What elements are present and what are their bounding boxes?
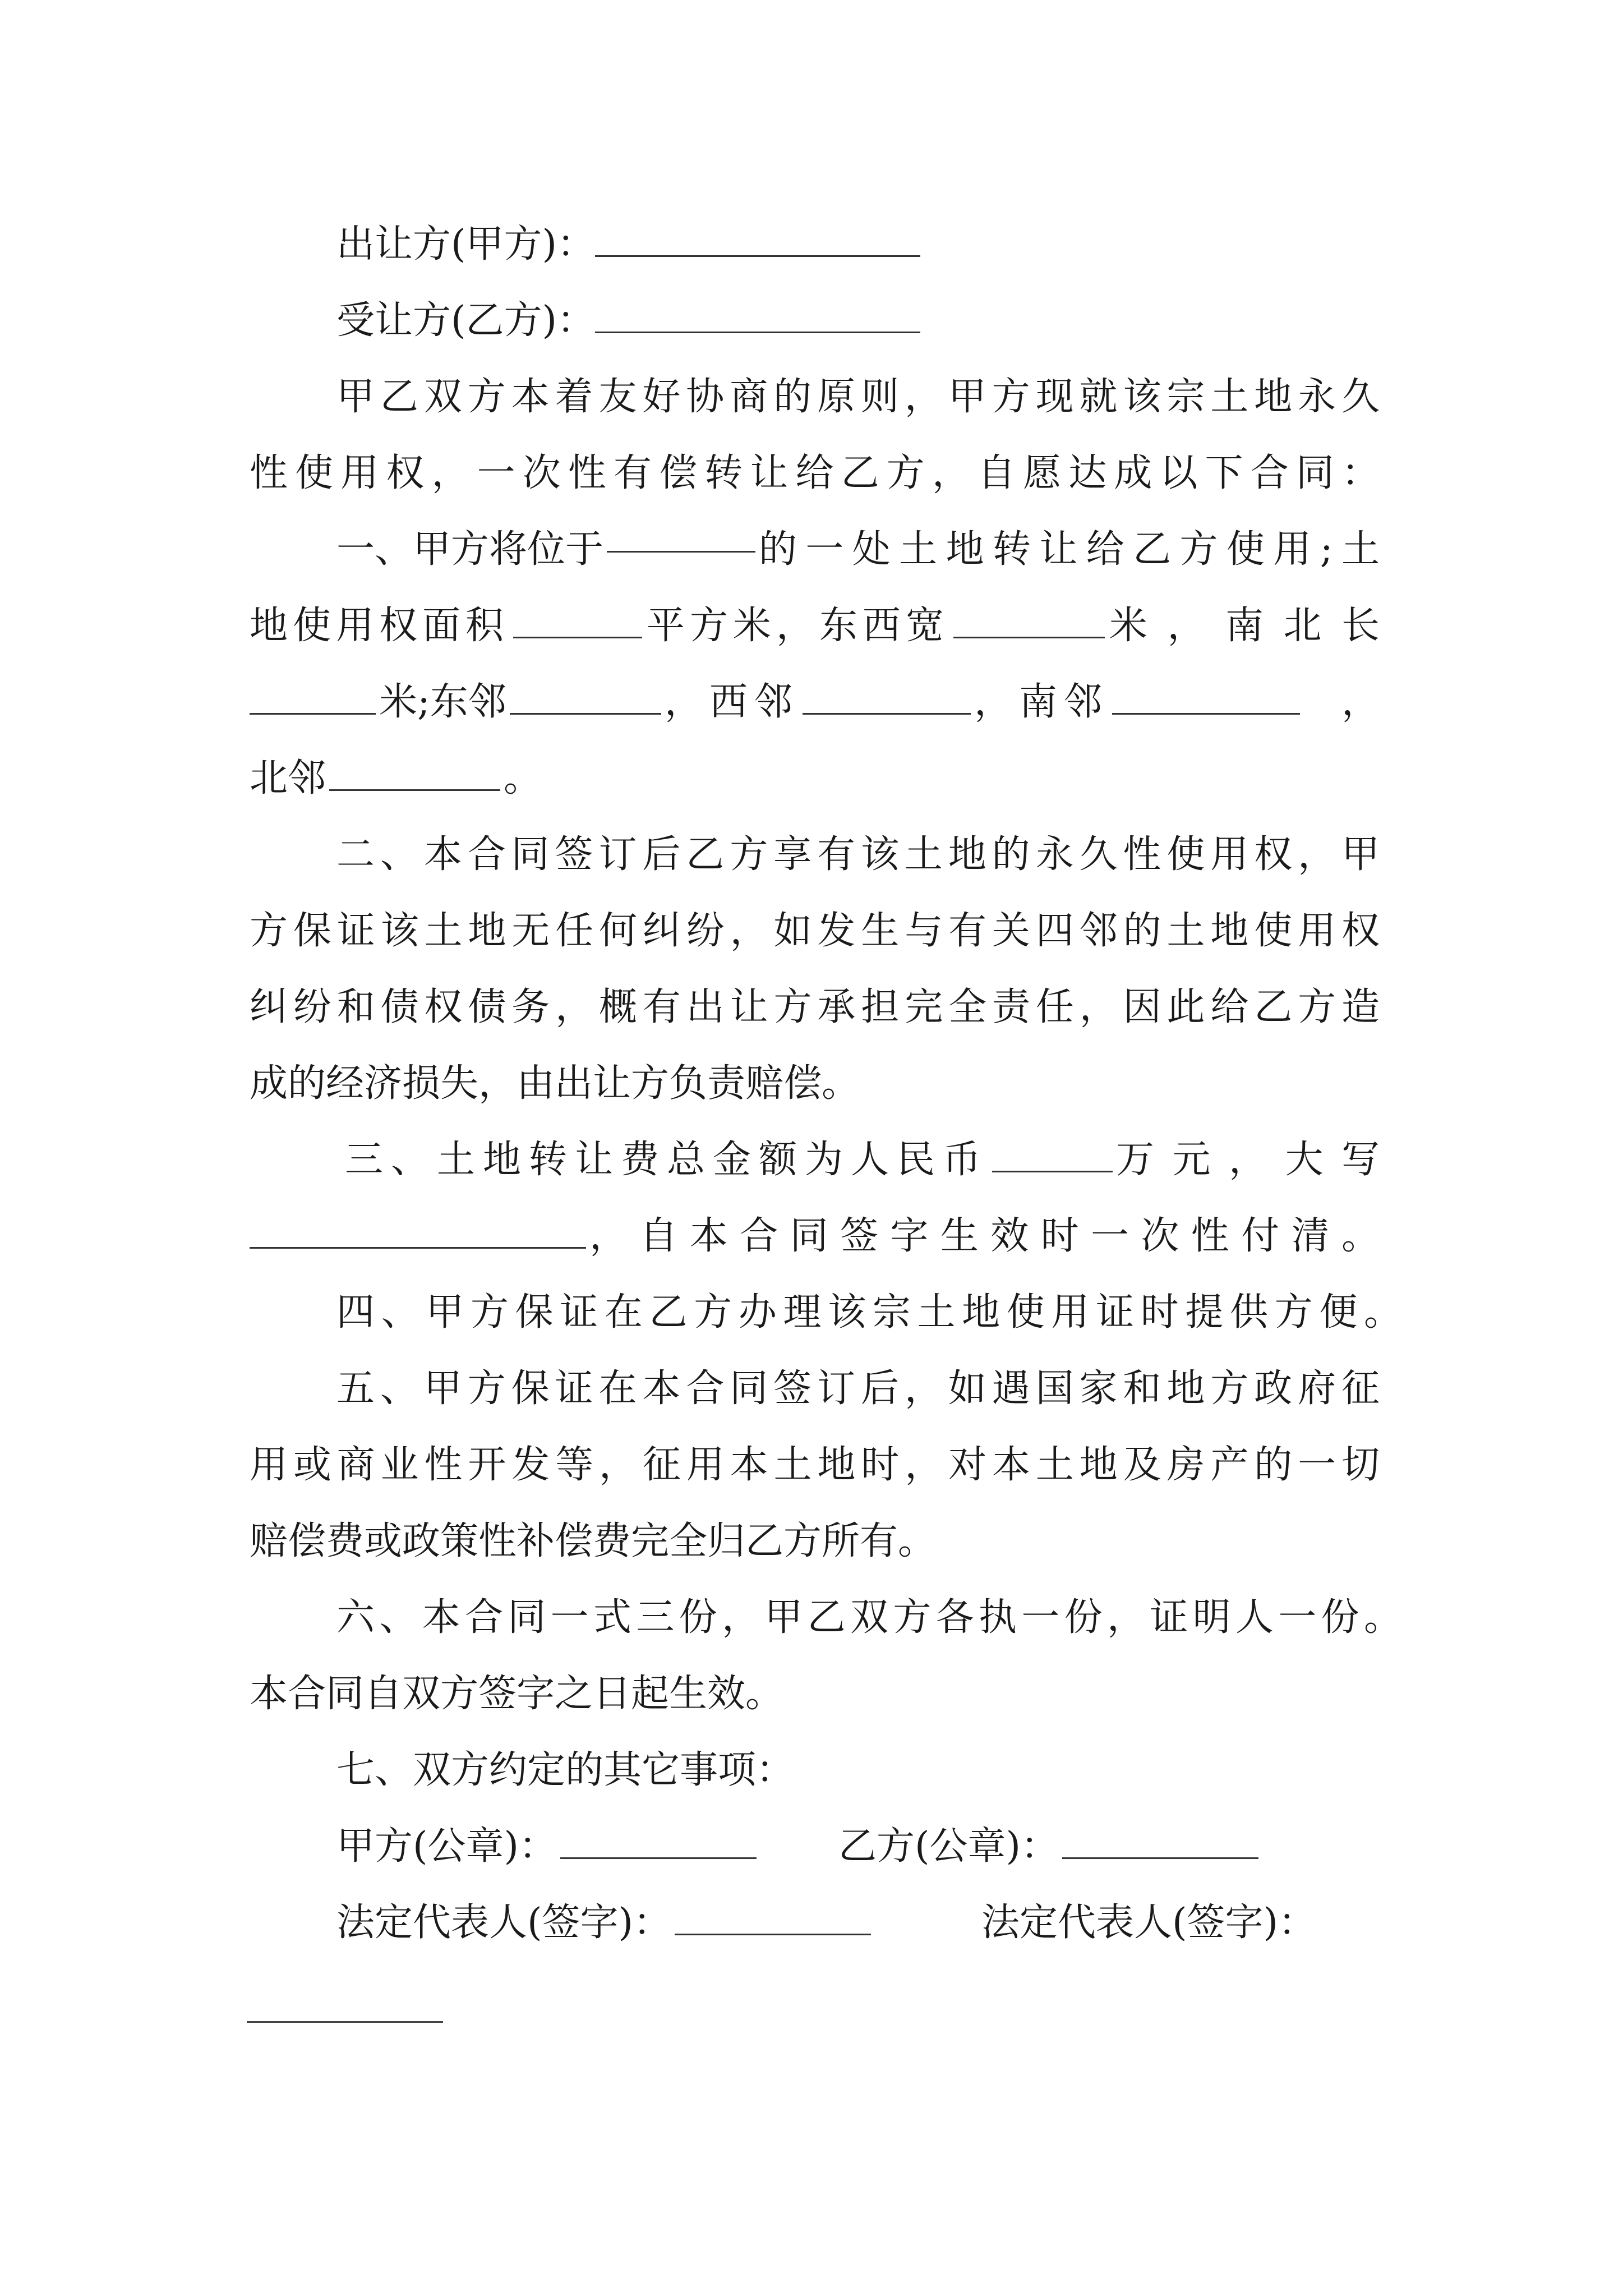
clause2-line-4: 成的经济损失，由出让方负责赔偿。 <box>250 1061 860 1106</box>
clause1-text-i: ， <box>1341 680 1380 724</box>
clause1-text-k: 。 <box>504 756 542 800</box>
rep-b-label: 法定代表人(签字)： <box>981 1901 1317 1945</box>
clause1-line-1 <box>336 516 1380 583</box>
clause4-line-1: 四、甲方保证在乙方办理该宗土地使用证时提供方便。 <box>336 1290 1402 1335</box>
party-a-seal-blank <box>560 1823 757 1859</box>
intro-line-2: 性使用权，一次性有偿转让给乙方，自愿达成以下合同： <box>250 451 1380 495</box>
clause6-line-1: 六、本合同一式三份，甲乙双方各执一份，证明人一份。 <box>336 1595 1402 1640</box>
clause1-text-e: 米，南北长 <box>1109 604 1380 648</box>
clause1-line-3 <box>250 669 1380 736</box>
party-b-seal-blank <box>1062 1823 1258 1859</box>
rep-a-label: 法定代表人(签字)： <box>336 1901 672 1945</box>
location-blank <box>607 516 755 553</box>
clause1-line-4 <box>250 745 542 812</box>
grantee-line <box>336 287 920 355</box>
seal-line <box>336 1813 757 1880</box>
clause3-line-2 <box>250 1203 1380 1270</box>
east-blank <box>510 678 661 715</box>
grantor-label: 出让方(甲方)： <box>336 222 596 266</box>
clause2-line-3: 纠纷和债权债务，概有出让方承担完全责任，因此给乙方造 <box>250 985 1380 1029</box>
clause1-text-h: ，南邻 <box>974 680 1109 724</box>
clause5-line-1: 五、甲方保证在本合同签订后，如遇国家和地方政府征 <box>336 1366 1380 1411</box>
seal-line-b <box>838 1813 1258 1880</box>
clause3-line-1 <box>345 1126 1380 1194</box>
west-blank <box>803 678 971 715</box>
clause1-text-f: 米;东邻 <box>379 680 506 724</box>
clause3-text-b: 万元，大写 <box>1116 1138 1380 1182</box>
clause5-line-2: 用或商业性开发等，征用本土地时，对本土地及房产的一切 <box>250 1443 1380 1487</box>
clause1-text-d: 平方米，东西宽 <box>647 604 949 648</box>
clause7-line-1: 七、双方约定的其它事项： <box>336 1748 795 1792</box>
width-blank <box>953 602 1105 638</box>
clause1-text-a: 一、甲方将位于 <box>336 527 604 572</box>
amount-blank <box>992 1136 1113 1172</box>
length-blank <box>250 678 376 715</box>
clause1-text-g: ，西邻 <box>664 680 799 724</box>
clause5-line-3: 赔偿费或政策性补偿费完全归乙方所有。 <box>250 1519 937 1563</box>
clause2-line-1: 二、本合同签订后乙方享有该土地的永久性使用权，甲 <box>336 832 1380 877</box>
clause6-line-2: 本合同自双方签字之日起生效。 <box>250 1672 784 1716</box>
clause2-line-2: 方保证该土地无任何纠纷，如发生与有关四邻的土地使用权 <box>250 909 1380 953</box>
clause1-text-c: 地使用权面积 <box>250 604 509 648</box>
grantee-blank <box>595 297 920 333</box>
clause3-text-a: 三、土地转让费总金额为人民币 <box>345 1138 989 1182</box>
clause1-line-2 <box>250 592 1380 660</box>
amount-words-blank <box>250 1212 586 1249</box>
grantor-blank <box>595 220 920 257</box>
grantee-label: 受让方(乙方)： <box>336 298 596 343</box>
intro-line-1: 甲乙双方本着友好协商的原则，甲方现就该宗土地永久 <box>336 375 1380 419</box>
rep-b-blank <box>247 2021 443 2023</box>
grantor-line <box>336 211 920 278</box>
clause3-text-c: ，自本合同签字生效时一次性付清。 <box>589 1214 1380 1258</box>
south-blank <box>1112 678 1300 715</box>
rep-line <box>336 1889 871 1957</box>
party-b-seal-label: 乙方(公章)： <box>838 1824 1059 1869</box>
rep-a-blank <box>675 1899 871 1935</box>
party-a-seal-label: 甲方(公章)： <box>336 1824 557 1869</box>
area-blank <box>513 602 642 638</box>
clause1-text-j: 北邻 <box>250 756 326 800</box>
rep-line-b <box>981 1889 1316 1957</box>
clause1-text-b: 的一处土地转让给乙方使用;土 <box>759 527 1380 572</box>
north-blank <box>329 754 500 791</box>
